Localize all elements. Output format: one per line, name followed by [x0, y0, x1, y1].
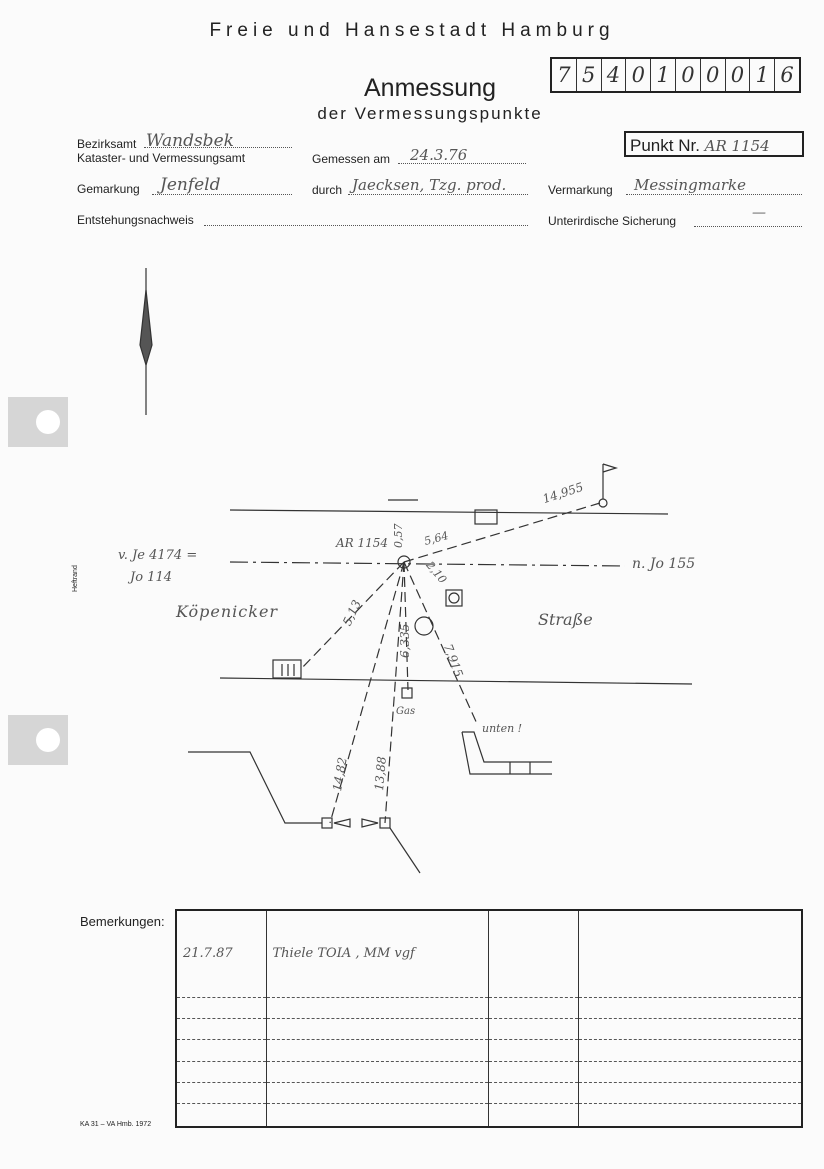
- gemessen-value: 24.3.76: [410, 146, 468, 164]
- number-digit: 0: [701, 59, 726, 91]
- vermarkung-label: Vermarkung: [548, 183, 613, 197]
- measure-1482: 14,82: [330, 756, 350, 793]
- number-digit: 0: [626, 59, 651, 91]
- measure-057: 0,57: [392, 523, 405, 548]
- drain-south-icon: [273, 660, 301, 678]
- number-digit: 1: [651, 59, 676, 91]
- form-subtitle: der Vermessungspunkte: [317, 104, 543, 123]
- gas-label: Gas: [396, 706, 416, 717]
- remark-text: Thiele TOIA , MM vgf: [266, 910, 488, 997]
- remarks-table: [175, 909, 803, 1128]
- street-edge-north: [230, 510, 668, 514]
- table-row: [176, 997, 802, 1018]
- punkt-nr-label: Punkt Nr.: [630, 136, 700, 155]
- form-title: Anmessung: [363, 74, 497, 102]
- north-arrow-icon: [140, 290, 152, 365]
- foundation-outline: [462, 732, 552, 774]
- left-reference-1: v. Je 4174 =: [118, 548, 198, 563]
- measure-14955: 14,955: [540, 479, 586, 507]
- number-digit: 4: [602, 59, 627, 91]
- sicherung-label: Unterirdische Sicherung: [548, 214, 677, 228]
- number-digit: 7: [552, 59, 577, 91]
- measure-210: 2,10: [423, 558, 450, 587]
- street-name-left: Köpenicker: [176, 602, 279, 621]
- durch-label: durch: [312, 183, 343, 197]
- table-row: [176, 1061, 802, 1082]
- measure-513: 5,13: [340, 597, 364, 628]
- durch-value: Jaecksen, Tzg. prod.: [352, 176, 507, 194]
- measure-7915: 7,915: [440, 642, 466, 680]
- wall-outline: [188, 752, 322, 823]
- street-edge-south: [220, 678, 692, 684]
- form-id: KA 31 – VA Hmb. 1972: [80, 1121, 152, 1128]
- measure-1388: 13,88: [372, 755, 389, 792]
- street-name-right: Straße: [538, 610, 593, 629]
- table-row: [176, 910, 802, 997]
- entstehung-label: Entstehungsnachweis: [77, 213, 194, 227]
- measure-564: 5,64: [422, 529, 450, 548]
- measure-6335: 6,335: [398, 623, 412, 658]
- table-row: [176, 1018, 802, 1039]
- punkt-nr-value: AR 1154: [704, 137, 770, 155]
- number-digit: 0: [726, 59, 751, 91]
- number-digit: 0: [676, 59, 701, 91]
- vermarkung-value: Messingmarke: [634, 176, 746, 194]
- kataster-label: Kataster- und Vermessungsamt: [77, 151, 246, 165]
- table-row: [176, 1040, 802, 1061]
- sicherung-value: —: [752, 205, 766, 221]
- gemarkung-value: Jenfeld: [160, 175, 221, 195]
- gemarkung-label: Gemarkung: [77, 182, 140, 196]
- remarks-label: Bemerkungen:: [80, 914, 165, 929]
- unten-label: unten !: [482, 722, 523, 735]
- city-heading: Freie und Hansestadt Hamburg: [209, 20, 615, 41]
- number-digit: 6: [780, 63, 794, 87]
- point-label: AR 1154: [336, 536, 389, 550]
- signpost-icon: [599, 499, 607, 507]
- right-reference: n. Jo 155: [632, 556, 696, 572]
- table-row: [176, 1082, 802, 1103]
- gemessen-label: Gemessen am: [312, 152, 391, 166]
- ray-7915: [404, 562, 478, 726]
- number-digit: 5: [577, 59, 602, 91]
- number-digit: 1: [750, 59, 775, 91]
- bezirksamt-label: Bezirksamt: [77, 137, 137, 151]
- hydrant-icon: [415, 617, 433, 635]
- remark-date: 21.7.87: [176, 910, 266, 997]
- table-row: [176, 1104, 802, 1127]
- bezirksamt-value: Wandsbek: [146, 131, 234, 151]
- heftrand-label: Heftrand: [72, 565, 79, 592]
- left-reference-2: Jo 114: [130, 570, 172, 585]
- gas-valve-icon: [402, 688, 412, 698]
- ray-1388: [385, 562, 404, 823]
